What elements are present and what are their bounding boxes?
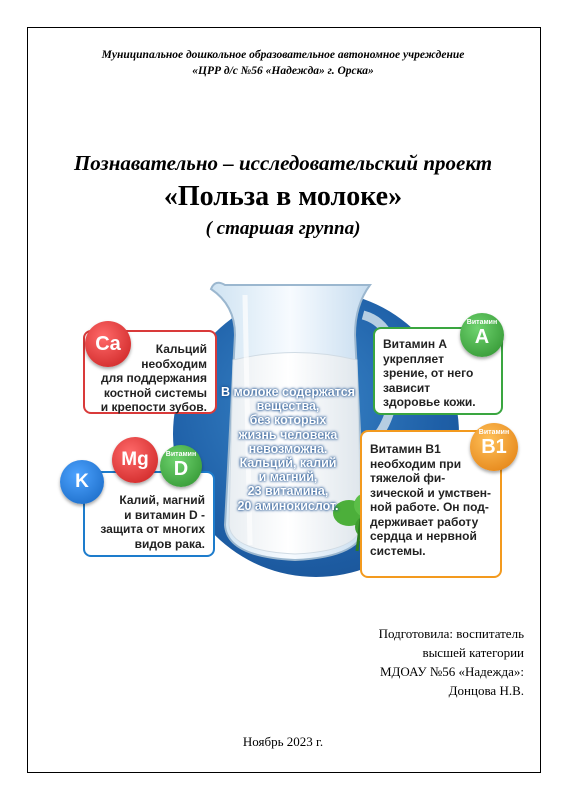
calcium-text-line: костной системы [103,385,207,400]
vitamin-b1-text-line: необходим при [370,456,462,471]
vitamin-b1-text-line: зической и умствен- [370,485,492,500]
document-date: Ноябрь 2023 г. [242,734,324,749]
vitamin-b1-badge-letter: B1 [481,436,507,458]
k-mg-d-text-line: защита от многих [100,522,205,536]
vitamin-a-badge [460,313,504,357]
vitamin-a-text-line: здоровье кожи. [383,395,476,409]
milk-benefits-illustration [55,275,515,590]
vitamin-b1-text-line: системы. [370,543,426,558]
vitamin-a-badge-letter: A [474,326,490,348]
project-type: Познавательно – исследовательский проект [73,151,493,175]
calcium-text-line: для поддержания [100,371,207,385]
calcium-text-line: и крепости зубов. [100,400,207,414]
center-caption-line: В молоке содержатся [221,385,355,399]
center-caption-line: 23 витамина, [247,484,329,499]
potassium-badge: K [60,460,104,504]
vitamin-b1-text-line: держивает работу [370,514,479,529]
calcium-text-line: Кальций [155,342,207,356]
vitamin-b1-badge [470,423,518,471]
k-mg-d-text-line: Калий, магний [119,493,205,507]
vitamin-d-badge [160,445,202,487]
center-caption-line: невозможна. [248,441,328,456]
calcium-text-line: необходим [141,356,207,371]
vitamin-d-badge-letter: D [173,458,189,480]
calcium-badge: Ca [85,321,131,367]
center-caption-line: 20 аминокислот. [237,498,339,513]
org-name-line2: «ЦРР д/с №56 «Надежда» г. Орска» [192,65,374,77]
vitamin-b1-badge-small: Витамин [478,429,510,436]
vitamin-b1-text-line: тяжелой фи- [370,471,446,485]
vitamin-b1-text-line: сердца и нервной [370,529,477,543]
vitamin-a-text-line: зависит [383,380,431,395]
center-caption-line: жизнь человека [238,427,338,442]
prepared-by-category: высшей категории [422,645,524,660]
magnesium-badge: Mg [112,437,158,483]
k-mg-d-text-line: видов рака. [134,536,205,551]
vitamin-a-badge-small: Витамин [466,319,498,326]
center-caption-line: без которых [249,413,327,428]
vitamin-a-text-line: укрепляет [383,351,444,366]
prepared-by-block [379,624,524,700]
center-caption-line: и магний, [258,470,318,485]
project-title: «Польза в молоке» [163,181,403,212]
center-caption [213,385,363,513]
project-group: ( старшая группа) [205,218,361,239]
prepared-by-line: Подготовила: воспитатель [378,626,524,641]
k-mg-d-text-line: и витамин D - [124,507,205,522]
vitamin-b1-text-line: Витамин В1 [370,442,441,456]
vitamin-a-text-line: зрение, от него [383,366,474,380]
vitamin-b1-text-line: ной работе. Он под- [370,500,489,514]
prepared-by-institution: МДОАУ №56 «Надежда»: [379,664,524,679]
center-caption-line: Кальций, калий [239,456,337,471]
prepared-by-author: Донцова Н.В. [448,683,524,698]
org-name-line1: Муниципальное дошкольное образовательное автономное учреждение [101,49,465,61]
vitamin-d-badge-small: Витамин [165,451,197,458]
center-caption-line: вещества, [256,399,320,414]
vitamin-a-text-line: Витамин А [383,337,448,351]
